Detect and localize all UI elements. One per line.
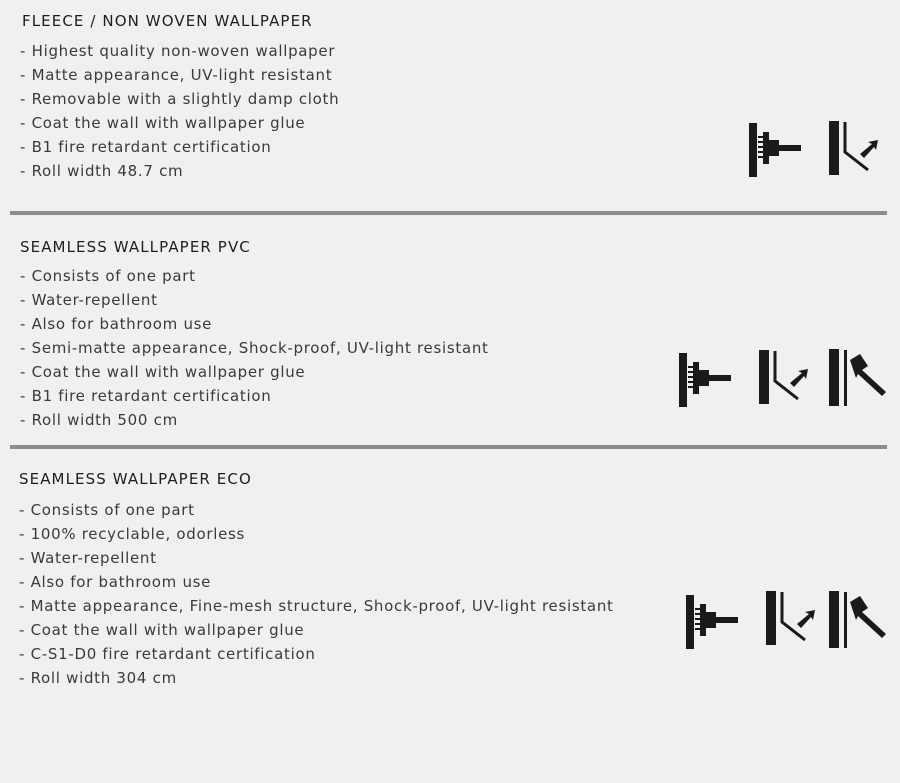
list-item: - Matte appearance, UV-light resistant: [20, 63, 339, 87]
list-item: - Roll width 500 cm: [20, 408, 489, 432]
feature-list-pvc: [20, 264, 489, 432]
shock-resistant-hammer-icon: [828, 348, 888, 408]
paste-the-wall-icon: [677, 352, 733, 408]
section-divider: [10, 445, 887, 449]
section-title-fleece: FLEECE / NON WOVEN WALLPAPER: [22, 12, 313, 30]
list-item: - Coat the wall with wallpaper glue: [19, 618, 614, 642]
list-item: - Also for bathroom use: [20, 312, 489, 336]
list-item: - Also for bathroom use: [19, 570, 614, 594]
section-divider: [10, 211, 887, 215]
strippable-removal-icon: [758, 349, 814, 407]
list-item: - Semi-matte appearance, Shock-proof, UV-light resistant: [20, 336, 489, 360]
list-item: - Water-repellent: [19, 546, 614, 570]
list-item: - Coat the wall with wallpaper glue: [20, 360, 489, 384]
shock-resistant-hammer-icon: [828, 590, 888, 650]
list-item: - Consists of one part: [19, 498, 614, 522]
list-item: - 100% recyclable, odorless: [19, 522, 614, 546]
list-item: - B1 fire retardant certification: [20, 135, 339, 159]
feature-list-eco: [19, 498, 614, 690]
list-item: - Roll width 304 cm: [19, 666, 614, 690]
list-item: - Coat the wall with wallpaper glue: [20, 111, 339, 135]
list-item: - Highest quality non-woven wallpaper: [20, 39, 339, 63]
strippable-removal-icon: [765, 590, 821, 648]
section-title-eco: SEAMLESS WALLPAPER ECO: [19, 470, 252, 488]
paste-the-wall-icon: [747, 122, 803, 178]
paste-the-wall-icon: [684, 594, 740, 650]
section-title-pvc: SEAMLESS WALLPAPER PVC: [20, 238, 251, 256]
list-item: - Water-repellent: [20, 288, 489, 312]
list-item: - Removable with a slightly damp cloth: [20, 87, 339, 111]
list-item: - Matte appearance, Fine-mesh structure, Shock-proof, UV-light resistant: [19, 594, 614, 618]
list-item: - B1 fire retardant certification: [20, 384, 489, 408]
list-item: - C-S1-D0 fire retardant certification: [19, 642, 614, 666]
feature-list-fleece: [20, 39, 339, 183]
strippable-removal-icon: [828, 120, 884, 178]
list-item: - Consists of one part: [20, 264, 489, 288]
list-item: - Roll width 48.7 cm: [20, 159, 339, 183]
